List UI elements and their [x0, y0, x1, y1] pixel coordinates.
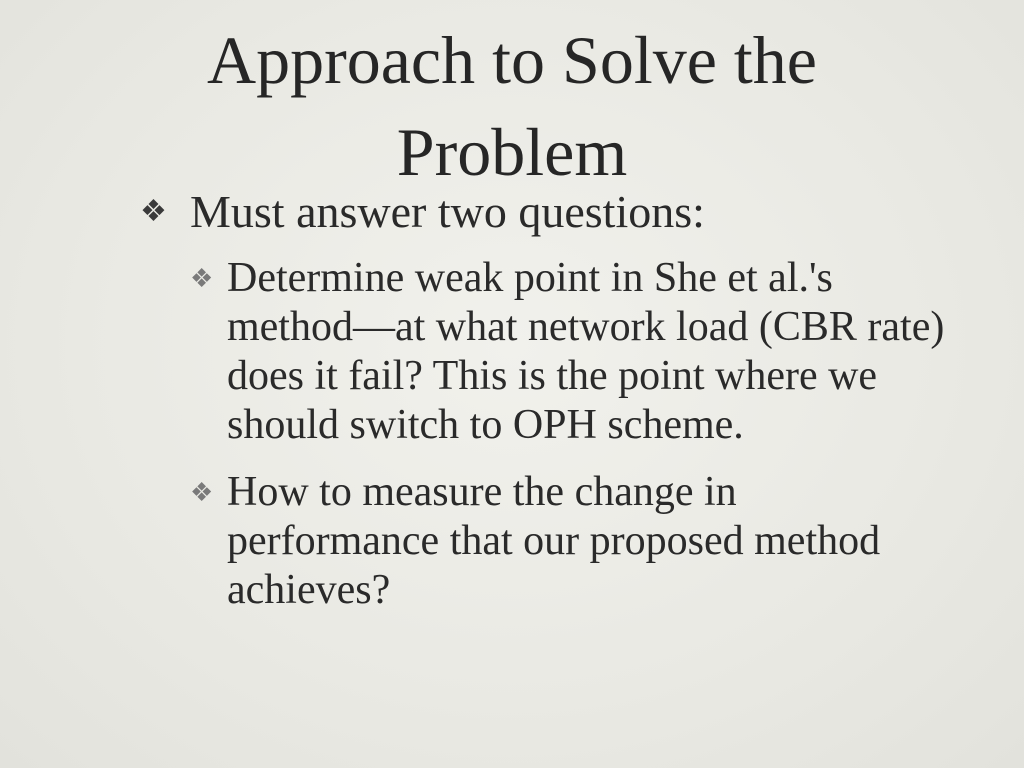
bullet-level-1 [140, 186, 960, 238]
bullet-text: Determine weak point in She et al.'s method—at what network load (CBR rate) does it fail? This is the point where we should switch to OPH scheme. [227, 255, 945, 448]
slide-title: Approach to Solve the Problem [207, 22, 817, 190]
bullet-level-2 [190, 254, 950, 450]
bullet-text: How to measure the change in performance that our proposed method achieves? [227, 469, 881, 613]
diamond-bullet-icon: ❖ [140, 195, 167, 228]
diamond-bullet-icon: ❖ [190, 264, 214, 293]
diamond-bullet-icon: ❖ [190, 478, 214, 507]
sub-bullet-list [190, 254, 950, 633]
bullet-text: Must answer two questions: [190, 186, 705, 237]
bullet-level-2 [190, 468, 950, 615]
